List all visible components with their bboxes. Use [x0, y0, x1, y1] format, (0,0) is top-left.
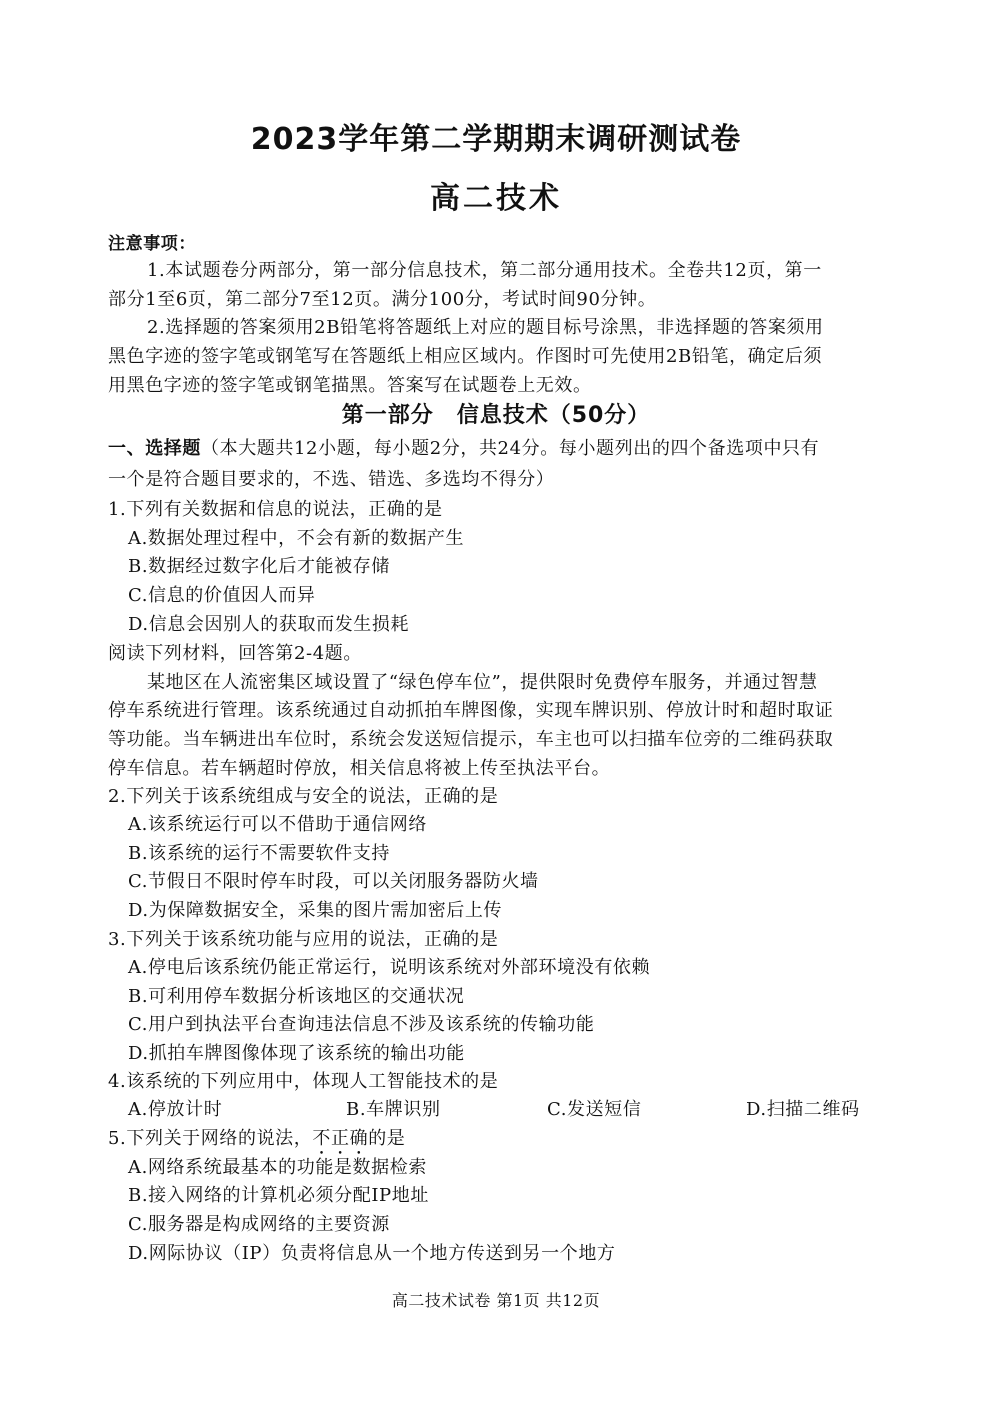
question-2-option-b: B.该系统的运行不需要软件支持 — [128, 843, 390, 864]
question-3-option-b: B.可利用停车数据分析该地区的交通状况 — [128, 986, 465, 1007]
question-5-option-d: D.网际协议（IP）负责将信息从一个地方传送到另一个地方 — [128, 1243, 616, 1264]
question-1-option-d: D.信息会因别人的获取而发生损耗 — [128, 614, 410, 635]
question-3-stem: 3.下列关于该系统功能与应用的说法，正确的是 — [108, 929, 499, 950]
reading-line: 某地区在人流密集区域设置了“绿色停车位”，提供限时免费停车服务，并通过智慧 — [147, 672, 818, 693]
question-3-option-c: C.用户到执法平台查询违法信息不涉及该系统的传输功能 — [128, 1014, 595, 1035]
section1-header — [108, 436, 819, 462]
section1-label: 一、选择题 — [108, 438, 201, 459]
question-5-option-a: A.网络系统最基本的功能是数据检索 — [128, 1157, 427, 1178]
reading-line: 停车信息。若车辆超时停放，相关信息将被上传至执法平台。 — [108, 758, 611, 779]
notice-line: 用黑色字迹的签字笔或钢笔描黑。答案写在试题卷上无效。 — [108, 375, 592, 396]
question-1-option-b: B.数据经过数字化后才能被存储 — [128, 556, 390, 577]
question-3-option-a: A.停电后该系统仍能正常运行，说明该系统对外部环境没有依赖 — [128, 957, 651, 978]
question-4-option-a: A.停放计时 — [128, 1099, 223, 1120]
question-3-option-d: D.抓拍车牌图像体现了该系统的输出功能 — [128, 1043, 465, 1064]
question-2-option-d: D.为保障数据安全，采集的图片需加密后上传 — [128, 900, 503, 921]
question-4-option-d: D.扫描二维码 — [746, 1099, 860, 1120]
question-1-option-a: A.数据处理过程中，不会有新的数据产生 — [128, 528, 465, 549]
section1-desc-line2: 一个是符合题目要求的，不选、错选、多选均不得分） — [108, 469, 555, 490]
notice-heading: 注意事项： — [108, 234, 196, 254]
question-2-option-a: A.该系统运行可以不借助于通信网络 — [128, 814, 427, 835]
question-5-option-b: B.接入网络的计算机必须分配IP地址 — [128, 1185, 429, 1206]
question-5-stem-emphasis: 不正确 — [312, 1128, 369, 1149]
question-4-option-c: C.发送短信 — [547, 1099, 642, 1120]
exam-title: 2023学年第二学期期末调研测试卷 — [250, 122, 742, 157]
notice-line: 2.选择题的答案须用2B铅笔将答题纸上对应的题目标号涂黑，非选择题的答案须用 — [147, 317, 824, 338]
question-5-option-c: C.服务器是构成网络的主要资源 — [128, 1214, 390, 1235]
question-2-option-c: C.节假日不限时停车时段，可以关闭服务器防火墙 — [128, 871, 539, 892]
question-4-stem: 4.该系统的下列应用中，体现人工智能技术的是 — [108, 1071, 499, 1092]
question-2-stem: 2.下列关于该系统组成与安全的说法，正确的是 — [108, 786, 499, 807]
notice-line: 部分1至6页，第二部分7至12页。满分100分，考试时间90分钟。 — [108, 289, 657, 310]
question-1-option-c: C.信息的价值因人而异 — [128, 585, 316, 606]
question-4-option-b: B.车牌识别 — [346, 1099, 441, 1120]
question-1-stem: 1.下列有关数据和信息的说法，正确的是 — [108, 499, 443, 520]
exam-subtitle: 高二技术 — [430, 181, 562, 216]
question-5-stem-pre: 5.下列关于网络的说法， — [108, 1128, 313, 1149]
section1-desc: （本大题共12小题，每小题2分，共24分。每小题列出的四个备选项中只有 — [201, 438, 820, 459]
notice-line: 1.本试题卷分两部分，第一部分信息技术，第二部分通用技术。全卷共12页，第一 — [147, 260, 822, 281]
question-5-stem-post: 的是 — [368, 1128, 406, 1149]
reading-line: 等功能。当车辆进出车位时，系统会发送短信提示，车主也可以扫描车位旁的二维码获取 — [108, 729, 834, 750]
part1-heading: 第一部分 信息技术（50分） — [341, 403, 651, 428]
reading-line: 停车系统进行管理。该系统通过自动抓拍车牌图像，实现车牌识别、停放计时和超时取证 — [108, 700, 834, 721]
notice-line: 黑色字迹的签字笔或钢笔写在答题纸上相应区域内。作图时可先使用2B铅笔，确定后须 — [108, 346, 823, 367]
page-footer: 高二技术试卷 第1页 共12页 — [391, 1291, 601, 1310]
reading-intro: 阅读下列材料，回答第2-4题。 — [108, 643, 362, 664]
